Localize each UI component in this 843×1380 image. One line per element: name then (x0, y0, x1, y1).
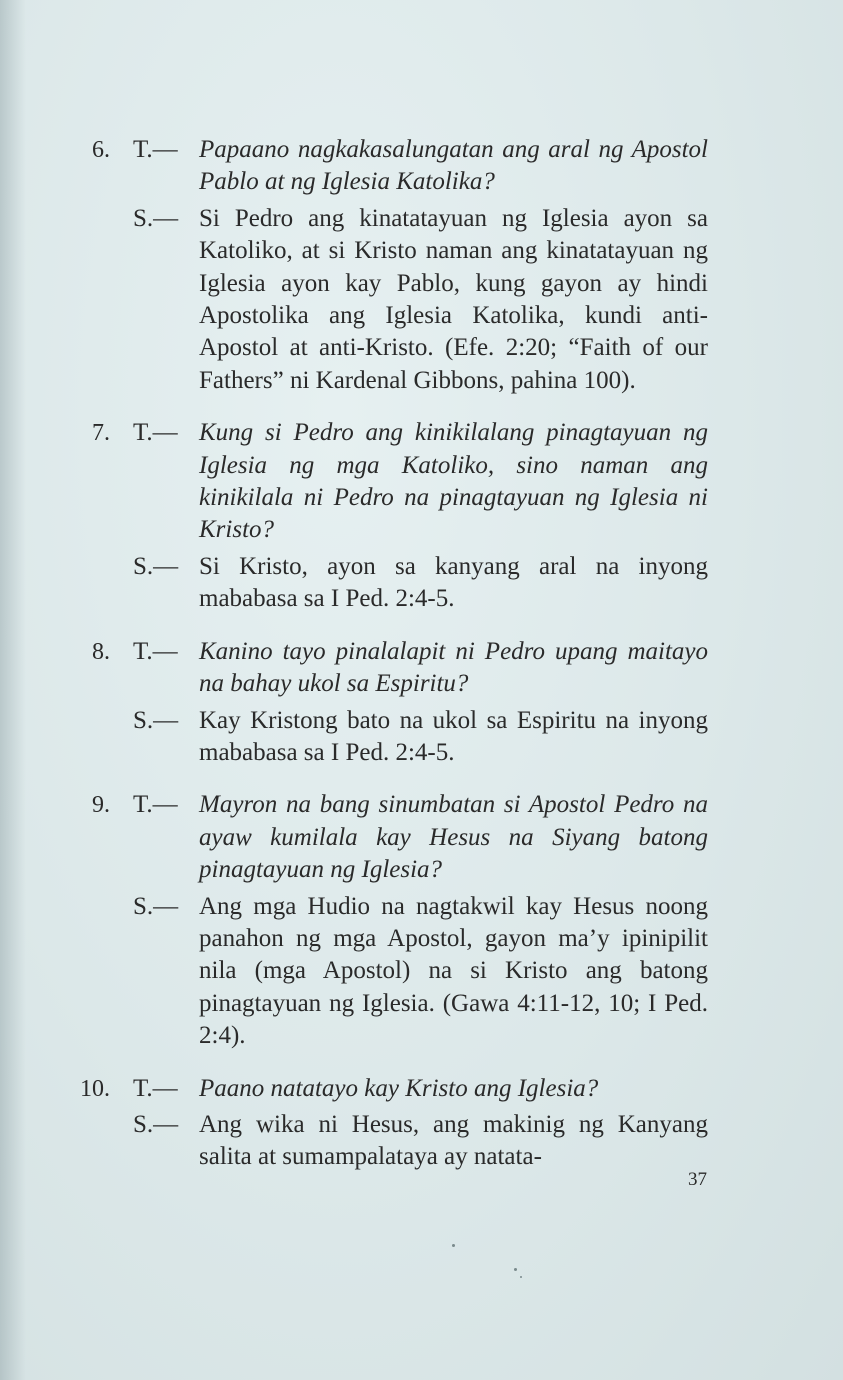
item-number: 6. (92, 137, 110, 163)
item-number: 7. (92, 420, 110, 447)
question-text: Kanino tayo pinalalapit ni Pedro upang maitayo na bahay ukol sa Espiritu? (199, 637, 708, 698)
paper-speck (520, 1276, 522, 1278)
page-number: 37 (688, 1169, 707, 1190)
answer-text: Si Pedro ang kinatatayuan ng Iglesia ayon sa Katoliko, at si Kristo naman ang kinatatayuan ng Iglesia ayon kay Pablo, kung gayon ay hindi Apostolika ang Iglesia Katolika, kundi anti-Apostol at anti-Kristo. (Efe. 2:20; “Faith of our Fathers” ni Kardenal Gibbons, pahina 100). (199, 204, 708, 394)
item-number: 10. (80, 1075, 110, 1102)
qa-item (0, 789, 843, 1052)
answer-text: Ang mga Hudio na nagtakwil kay Hesus noong panahon ng mga Apostol, gayon ma’y ipinipilit nila (mga Apostol) na si Kristo ang batong pinagtayuan ng Iglesia. (Gawa 4:11-12, 10; I Ped. 2:4). (199, 892, 708, 1050)
answer-row (133, 891, 708, 1053)
answer-label: S.— (133, 892, 179, 920)
qa-list (0, 134, 843, 1194)
qa-item (0, 1073, 843, 1174)
answer-label: S.— (133, 204, 179, 232)
question-label: T.— (133, 637, 178, 665)
question-label: T.— (133, 791, 178, 819)
answer-label: S.— (133, 1110, 179, 1138)
answer-text: Kay Kristong bato na ukol sa Espiritu na inyong mababasa sa I Ped. 2:4-5. (199, 706, 708, 766)
question-text: Kung si Pedro ang kinikilalang pinagtayuan ng Iglesia ng mga Katoliko, sino naman ang kinikilala ni Pedro na pinagtayuan ng Iglesia ni Kristo? (199, 419, 708, 544)
answer-text: Ang wika ni Hesus, ang makinig ng Kanyang salita at sumampalataya ay natata- (199, 1110, 708, 1171)
paper-speck (452, 1244, 455, 1247)
answer-row (133, 551, 708, 616)
question-label: T.— (133, 136, 178, 163)
answer-label: S.— (133, 706, 179, 734)
answer-row (133, 203, 708, 397)
question-label: T.— (133, 1074, 178, 1102)
question-row (133, 1073, 708, 1105)
qa-item (0, 636, 843, 770)
question-text: Mayron na bang sinumbatan si Apostol Pedro na ayaw kumilala kay Hesus na Siyang batong pinagtayuan ng Iglesia? (199, 791, 708, 884)
question-row (133, 417, 708, 547)
question-row (133, 636, 708, 701)
answer-row (133, 705, 708, 770)
question-row (133, 134, 708, 199)
question-row (133, 789, 708, 886)
answer-row (133, 1109, 708, 1174)
qa-item (0, 134, 843, 397)
paper-speck (514, 1268, 517, 1271)
item-number: 8. (92, 638, 110, 665)
answer-label: S.— (133, 552, 179, 580)
question-text: Paano natatayo kay Kristo ang Iglesia? (199, 1074, 599, 1102)
question-text: Papaano nagkakasalungatan ang aral ng Apostol Pablo at ng Iglesia Katolika? (199, 136, 708, 196)
qa-item (0, 417, 843, 615)
item-number: 9. (92, 792, 110, 819)
question-label: T.— (133, 419, 178, 447)
answer-text: Si Kristo, ayon sa kanyang aral na inyong mababasa sa I Ped. 2:4-5. (199, 552, 708, 613)
